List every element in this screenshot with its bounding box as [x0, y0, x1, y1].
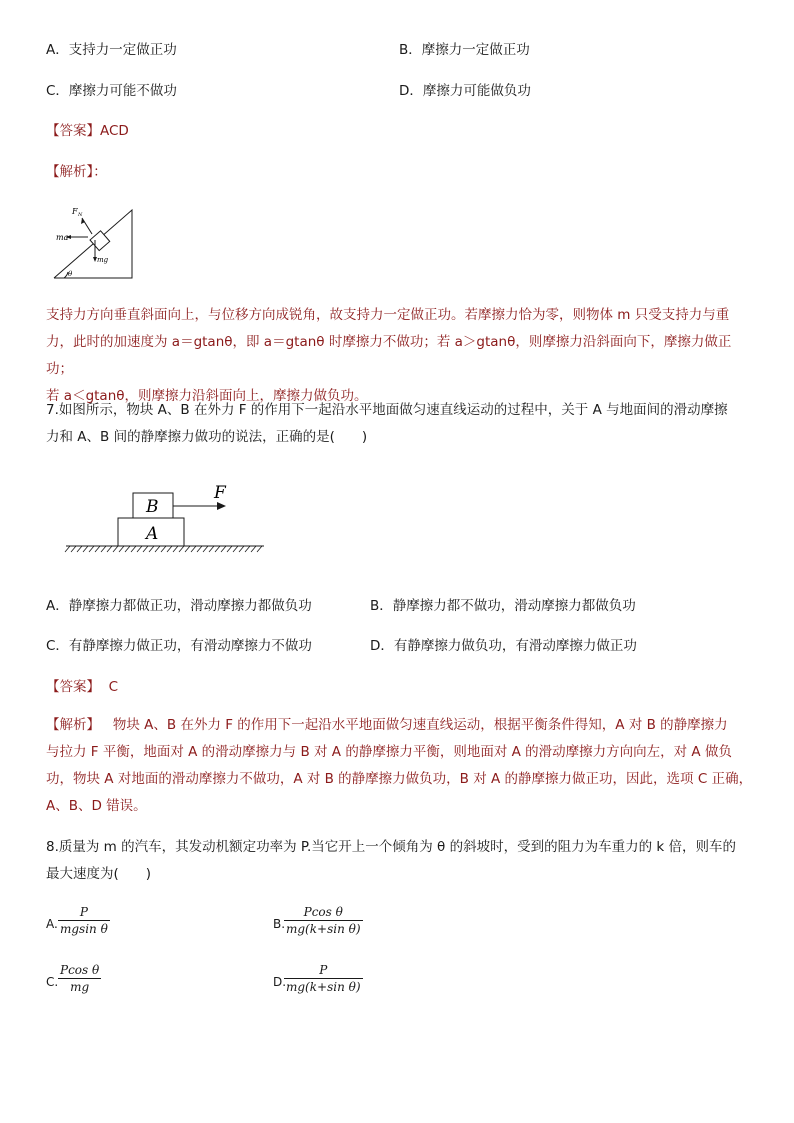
answer-tag: 【答案】	[46, 123, 100, 139]
analysis-line: 若 a＜gtanθ，则摩擦力沿斜面向上，摩擦力做负功。	[46, 388, 368, 404]
q8-stem	[46, 834, 756, 888]
hatch-line	[131, 546, 136, 552]
q7-option-a: A．静摩擦力都做正功，滑动摩擦力都做负功	[46, 598, 312, 614]
hatch-line	[71, 546, 76, 552]
q6-analysis	[46, 302, 756, 410]
q7-answer	[46, 675, 118, 695]
hatch-line	[167, 546, 172, 552]
stem-line: 最大速度为( )	[46, 866, 152, 882]
q7-stem	[46, 397, 756, 451]
hatch-line	[107, 546, 112, 552]
fn-label: F	[72, 207, 78, 216]
q8-option-a-label: A.	[46, 917, 58, 931]
mg-label: mg	[97, 256, 109, 264]
hatch-line	[233, 546, 238, 552]
hatch-line	[155, 546, 160, 552]
denominator: mg(k+sin θ)	[286, 980, 361, 994]
denominator: mg(k+sin θ)	[286, 922, 361, 936]
hatch-line	[143, 546, 148, 552]
analysis-line: 力，此时的加速度为 a＝gtanθ，即 a＝gtanθ 时摩擦力不做功；若 a＞gtanθ，则摩擦力沿斜面向下，摩擦力做正功；	[46, 334, 732, 377]
q8-option-a-fraction	[58, 905, 110, 936]
answer-tag: 【答案】	[46, 679, 100, 695]
analysis-text: 物块 A、B 在外力 F 的作用下一起沿水平地面做匀速直线运动，根据平衡条件得知，A 对 B 的静摩擦力	[112, 717, 728, 733]
analysis-line: 功，物块 A 对地面的滑动摩擦力不做功，A 对 B 的静摩擦力做负功，B 对 A 的静摩擦力做正功，因此，选项 C 正确，	[46, 771, 753, 787]
hatch-line	[113, 546, 118, 552]
analysis-tag: 【解析】	[46, 717, 100, 733]
q6-analysis-tag: 【解析】：	[46, 164, 107, 180]
hatch-line	[77, 546, 82, 552]
stem-line: 力和 A、B 间的静摩擦力做功的说法，正确的是( )	[46, 429, 368, 445]
numerator: Pcos θ	[60, 963, 100, 977]
q6-option-c: C．摩擦力可能不做功	[46, 83, 177, 99]
q7-option-c: C．有静摩擦力做正功，有滑动摩擦力不做功	[46, 638, 312, 654]
hatch-line	[251, 546, 256, 552]
blocks-figure	[62, 478, 268, 556]
q8-option-c-fraction	[58, 963, 101, 994]
hatch-line	[227, 546, 232, 552]
q6-option-b: B．摩擦力一定做正功	[399, 42, 530, 58]
analysis-line: A、B、D 错误。	[46, 798, 147, 814]
q8-option-d-fraction	[284, 963, 363, 994]
q8-option-b-label: B.	[273, 917, 286, 931]
hatch-line	[95, 546, 100, 552]
force-f-label: F	[214, 483, 226, 503]
stem-line: 8.质量为 m 的汽车，其发动机额定功率为 P.当它开上一个倾角为 θ 的斜坡时，受到的阻力为车重力的 k 倍，则车的	[46, 839, 736, 855]
ground-hatching	[65, 546, 262, 552]
numerator: P	[319, 963, 328, 977]
hatch-line	[209, 546, 214, 552]
analysis-line: 与拉力 F 平衡，地面对 A 的滑动摩擦力与 B 对 A 的静摩擦力平衡，则地面对 A 的滑动摩擦力方向向左，对 A 做负	[46, 744, 732, 760]
q6-option-d: D．摩擦力可能做负功	[399, 83, 531, 99]
hatch-line	[203, 546, 208, 552]
hatch-line	[125, 546, 130, 552]
hatch-line	[65, 546, 70, 552]
hatch-line	[215, 546, 220, 552]
q6-answer	[46, 119, 129, 139]
answer-value: C	[108, 679, 119, 695]
stem-line: 7.如图所示，物块 A、B 在外力 F 的作用下一起沿水平地面做匀速直线运动的过程中，关于 A 与地面间的滑动摩擦	[46, 402, 728, 418]
q7-option-d: D．有静摩擦力做负功，有滑动摩擦力做正功	[370, 638, 637, 654]
fn-subscript: N	[78, 212, 83, 218]
numerator: Pcos θ	[303, 905, 343, 919]
q7-analysis	[46, 712, 756, 820]
denominator: mgsin θ	[60, 922, 108, 936]
hatch-line	[119, 546, 124, 552]
hatch-line	[137, 546, 142, 552]
incline-figure	[52, 204, 140, 284]
answer-value: ACD	[100, 123, 129, 139]
block-b-label: B	[146, 497, 159, 517]
ma-label: ma	[56, 233, 69, 242]
denominator: mg	[58, 978, 101, 994]
hatch-line	[179, 546, 184, 552]
hatch-line	[101, 546, 106, 552]
hatch-line	[173, 546, 178, 552]
hatch-line	[245, 546, 250, 552]
numerator: P	[79, 905, 88, 919]
q8-option-d-label: D.	[273, 975, 287, 989]
q8-option-b-fraction	[284, 905, 363, 936]
hatch-line	[83, 546, 88, 552]
hatch-line	[89, 546, 94, 552]
hatch-line	[197, 546, 202, 552]
hatch-line	[185, 546, 190, 552]
q7-option-b: B．静摩擦力都不做功，滑动摩擦力都做负功	[370, 598, 636, 614]
q6-option-a: A．支持力一定做正功	[46, 42, 177, 58]
hatch-line	[161, 546, 166, 552]
theta-label: θ	[68, 270, 73, 278]
block-a-label: A	[146, 524, 159, 544]
hatch-line	[191, 546, 196, 552]
hatch-line	[239, 546, 244, 552]
hatch-line	[221, 546, 226, 552]
analysis-line	[46, 712, 756, 739]
hatch-line	[257, 546, 262, 552]
analysis-line: 支持力方向垂直斜面向上，与位移方向成锐角，故支持力一定做正功。若摩擦力恰为零，则物体 m 只受支持力与重	[46, 307, 730, 323]
hatch-line	[149, 546, 154, 552]
q8-option-c-label: C.	[46, 975, 59, 989]
